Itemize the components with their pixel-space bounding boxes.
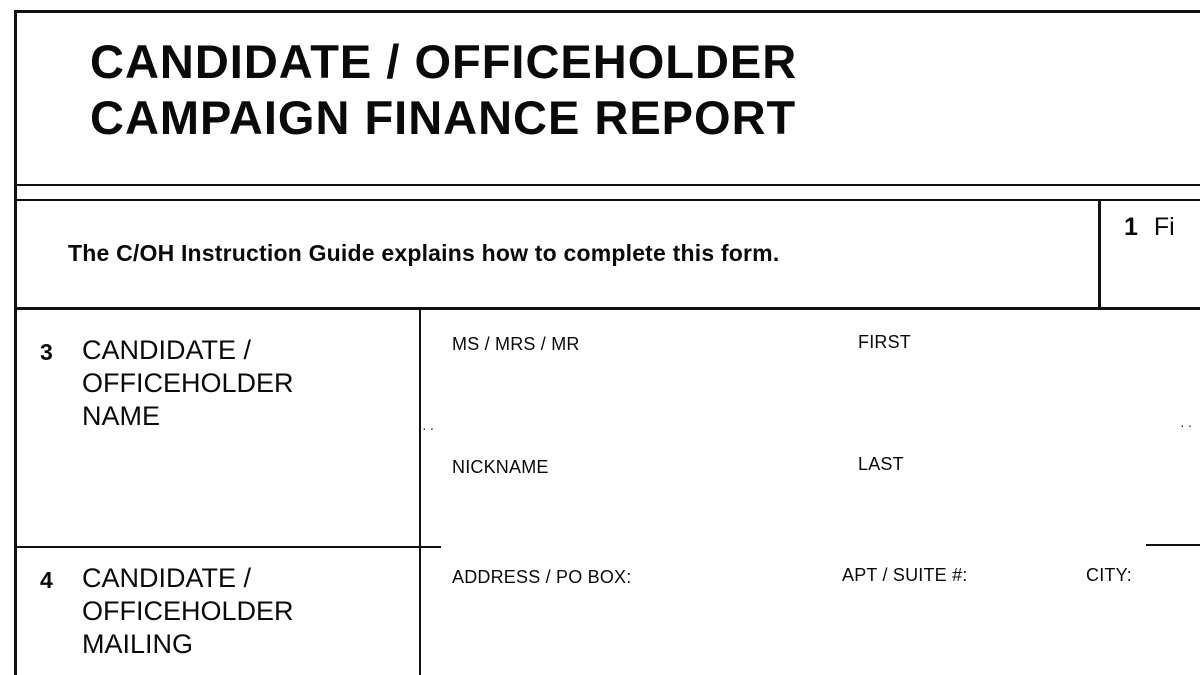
item1-number: 1 — [1124, 213, 1138, 241]
item1-header — [1124, 212, 1175, 242]
section-column-divider — [419, 310, 421, 675]
city-field-label: CITY: — [1086, 565, 1133, 585]
section-3-number: 3 — [40, 339, 53, 365]
name-prefix-field-label: MS / MRS / MR — [452, 334, 580, 354]
form-left-border — [14, 10, 17, 675]
section-4-number: 4 — [40, 567, 53, 593]
section-4-label: CANDIDATE / OFFICEHOLDER MAILING — [82, 563, 294, 659]
name-field-dots-left: ·· — [422, 420, 438, 436]
form-top-border — [14, 10, 1200, 13]
instruction-divider — [14, 307, 1200, 310]
first-name-field-label: FIRST — [858, 332, 911, 352]
last-name-field-label: LAST — [858, 454, 904, 474]
name-field-dots-right: ·· — [1180, 417, 1196, 433]
title-divider-top — [14, 184, 1200, 186]
section3-divider-right — [1146, 544, 1200, 546]
title-divider-bottom — [14, 199, 1200, 201]
address-field-label: ADDRESS / PO BOX: — [452, 567, 632, 587]
apt-suite-field-label: APT / SUITE #: — [842, 565, 968, 585]
item1-divider — [1098, 199, 1101, 309]
nickname-field-label: NICKNAME — [452, 457, 549, 477]
section3-divider-left — [14, 546, 441, 548]
instruction-text: The C/OH Instruction Guide explains how to complete this form. — [68, 240, 780, 266]
form-title-line2: CAMPAIGN FINANCE REPORT — [90, 91, 797, 144]
item1-label: Fi — [1153, 213, 1175, 241]
section-3-label: CANDIDATE / OFFICEHOLDER NAME — [82, 335, 294, 431]
form-title — [90, 34, 797, 146]
form-title-line1: CANDIDATE / OFFICEHOLDER — [90, 35, 798, 88]
